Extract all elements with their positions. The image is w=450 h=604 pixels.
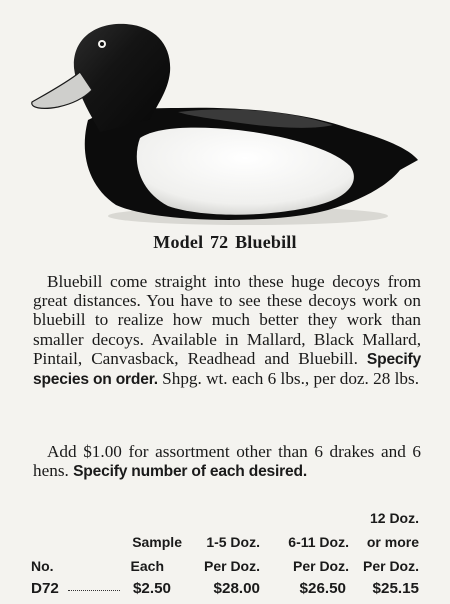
model-caption: Model 72 Bluebill: [153, 232, 297, 252]
assortment-paragraph: [33, 442, 421, 481]
species-note: Specify species on order.: [33, 350, 421, 389]
row-12-doz-price: $25.15: [372, 580, 419, 597]
header-per-doz-3: Per Doz.: [362, 558, 419, 574]
row-1-5-doz-price: $28.00: [213, 580, 260, 597]
header-12-doz: 12 Doz.: [369, 510, 419, 526]
header-sample: Sample: [132, 534, 182, 550]
decoy-eye-pupil: [100, 42, 104, 46]
header-1-5-doz: 1-5 Doz.: [206, 534, 260, 550]
row-sample-price: $2.50: [132, 580, 171, 597]
description-paragraph: [33, 272, 421, 389]
header-per-doz-1: Per Doz.: [203, 558, 260, 574]
header-each: Each: [130, 558, 164, 574]
header-per-doz-2: Per Doz.: [292, 558, 349, 574]
header-6-11-doz: 6-11 Doz.: [288, 534, 349, 550]
bluebill-decoy-illustration: [28, 10, 420, 228]
specify-number-note: Specify number of each desired.: [73, 463, 307, 481]
shipping-weight: Shpg. wt. each 6 lbs., per doz. 28 lbs.: [162, 369, 419, 389]
price-table: [0, 500, 450, 604]
row-6-11-doz-price: $26.50: [299, 580, 346, 597]
header-no: No.: [31, 558, 54, 574]
header-or-more: or more: [366, 534, 419, 550]
assortment-text: Add $1.00 for assortment other than 6 drakes and 6 hens.: [33, 442, 421, 481]
decoy-bill: [32, 72, 92, 108]
dot-leader: [68, 590, 120, 591]
row-model-number: D72: [31, 580, 59, 597]
description-text: Bluebill come straight into these huge decoys from great distances. You have to see these decoys work on bluebill to realize how much better they work than smaller decoys. Available in Mallard, Black Mallard, Pintail, Canvasback, Readhead and Bluebill.: [33, 272, 421, 368]
